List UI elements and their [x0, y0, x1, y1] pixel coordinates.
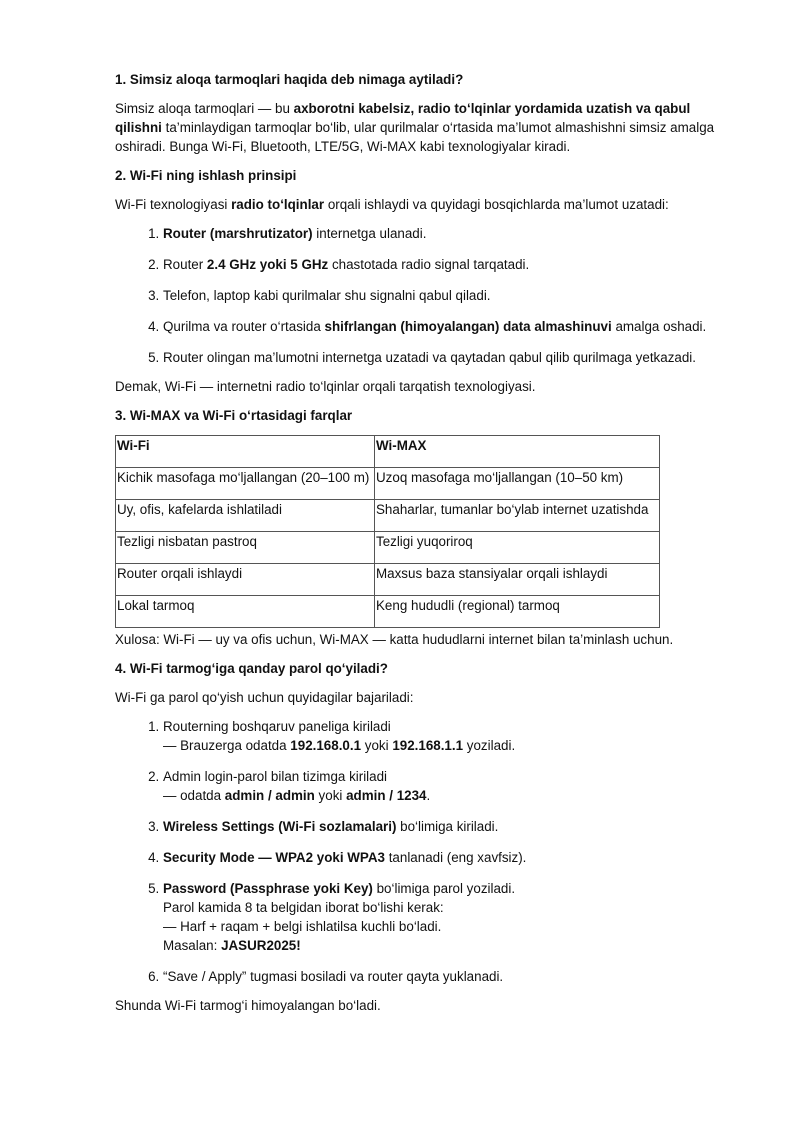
section-3-heading: 3. Wi-MAX va Wi-Fi o‘rtasidagi farqlar — [115, 408, 353, 423]
document-page — [115, 70, 735, 1025]
text: “Save / Apply” tugmasi bosiladi va router qayta yuklanadi. — [163, 969, 504, 984]
text: amalga oshadi. — [611, 319, 707, 334]
wifi-steps-list — [115, 224, 735, 367]
list-item — [163, 848, 735, 867]
ip-address: 192.168.1.1 — [392, 738, 464, 753]
text: Qurilma va router o‘rtasida — [163, 319, 325, 334]
table-cell: Lokal tarmoq — [116, 596, 375, 628]
table-header-wimax: Wi-MAX — [375, 436, 660, 468]
text: ta’minlaydigan tarmoqlar bo‘lib, ular qurilmalar o‘rtasida ma’lumot almashishni simsiz amalga oshiradi. Bunga Wi-Fi, Bluetooth, LTE/5G, Wi-MAX kabi texnologiyalar kiradi. — [115, 120, 715, 154]
table-cell: Router orqali ishlaydi — [116, 564, 375, 596]
table-row — [116, 468, 660, 500]
text: — Harf + raqam + belgi ishlatilsa kuchli bo‘ladi. — [163, 919, 442, 934]
table-cell: Uzoq masofaga mo‘ljallangan (10–50 km) — [375, 468, 660, 500]
section-1-heading: 1. Simsiz aloqa tarmoqlari haqida deb nimaga aytiladi? — [115, 72, 464, 87]
text: Telefon, laptop kabi qurilmalar shu signalni qabul qiladi. — [163, 288, 491, 303]
bold-text: Wireless Settings (Wi-Fi sozlamalari) — [163, 819, 397, 834]
text: internetga ulanadi. — [312, 226, 427, 241]
section-2-conclusion: Demak, Wi-Fi — internetni radio to‘lqinlar orqali tarqatish texnologiyasi. — [115, 379, 536, 394]
text: 1. Routerning boshqaruv paneliga kiriladi — [163, 719, 391, 734]
table-row — [116, 500, 660, 532]
list-item — [163, 317, 735, 336]
credentials: admin / admin — [224, 788, 315, 803]
table-cell: Keng hududli (regional) tarmoq — [375, 596, 660, 628]
text: Router olingan ma’lumotni internetga uzatadi va qaytadan qabul qilib qurilmaga yetkazadi. — [163, 350, 696, 365]
table-header-row — [116, 436, 660, 468]
bold-text: Router (marshrutizator) — [163, 226, 313, 241]
section-3-summary: Xulosa: Wi-Fi — uy va ofis uchun, Wi-MAX — katta hududlarni internet bilan ta’minlash uchun. — [115, 632, 674, 647]
table-row — [116, 532, 660, 564]
text-line: — Brauzerga odatda 192.168.0.1 yoki 192.168.1.1 yoziladi. — [163, 738, 516, 753]
text: 2. Admin login-parol bilan tizimga kiriladi — [163, 769, 388, 784]
bold-text: 2.4 GHz yoki 5 GHz — [206, 257, 329, 272]
text-line: Masalan: JASUR2025! — [163, 938, 301, 953]
text: Parol kamida 8 ta belgidan iborat bo‘lishi kerak: — [163, 900, 444, 915]
list-item — [163, 286, 735, 305]
list-item — [163, 817, 735, 836]
list-item — [163, 879, 735, 955]
password-steps-list — [115, 717, 735, 986]
table-row — [116, 564, 660, 596]
list-item — [163, 255, 735, 274]
section-1-paragraph — [115, 99, 735, 156]
text: Router — [163, 257, 207, 272]
credentials: admin / 1234 — [346, 788, 427, 803]
password-example: JASUR2025! — [221, 938, 301, 953]
table-cell: Shaharlar, tumanlar bo‘ylab internet uzatishda — [375, 500, 660, 532]
section-4-final: Shunda Wi-Fi tarmog‘i himoyalangan bo‘ladi. — [115, 998, 381, 1013]
comparison-table — [115, 435, 660, 628]
ip-address: 192.168.0.1 — [290, 738, 362, 753]
list-item — [163, 717, 735, 755]
table-cell: Kichik masofaga mo‘ljallangan (20–100 m) — [116, 468, 375, 500]
table-cell: Uy, ofis, kafelarda ishlatiladi — [116, 500, 375, 532]
table-cell: Maxsus baza stansiyalar orqali ishlaydi — [375, 564, 660, 596]
bold-text: Security Mode — WPA2 yoki WPA3 — [163, 850, 385, 865]
list-item — [163, 767, 735, 805]
table-cell: Tezligi nisbatan pastroq — [116, 532, 375, 564]
section-4-intro: Wi-Fi ga parol qo‘yish uchun quyidagilar bajariladi: — [115, 690, 414, 705]
text: chastotada radio signal tarqatadi. — [328, 257, 530, 272]
bold-text: Password (Passphrase yoki Key) — [163, 881, 373, 896]
table-header-wifi: Wi-Fi — [116, 436, 375, 468]
list-item — [163, 348, 735, 367]
text-line: 5. Password (Passphrase yoki Key) bo‘limiga parol yoziladi. — [163, 881, 516, 896]
bold-text: radio to‘lqinlar — [231, 197, 325, 212]
bold-text: axborotni kabelsiz, radio to‘lqinlar yordamida uzatish va qabul qilishni — [115, 101, 691, 135]
section-2-heading: 2. Wi-Fi ning ishlash prinsipi — [115, 168, 297, 183]
table-row — [116, 596, 660, 628]
text: Wi-Fi texnologiyasi — [115, 197, 232, 212]
text: orqali ishlaydi va quyidagi bosqichlarda ma’lumot uzatadi: — [324, 197, 669, 212]
table-cell: Tezligi yuqoriroq — [375, 532, 660, 564]
section-4-heading: 4. Wi-Fi tarmog‘iga qanday parol qo‘yiladi? — [115, 661, 388, 676]
text-line: — odatda admin / admin yoki admin / 1234. — [163, 788, 431, 803]
text: Simsiz aloqa tarmoqlari — bu — [115, 101, 294, 116]
list-item — [163, 967, 735, 986]
list-item — [163, 224, 735, 243]
bold-text: shifrlangan (himoyalangan) data almashinuvi — [324, 319, 612, 334]
section-2-intro — [115, 195, 735, 214]
text: bo‘limiga kiriladi. — [396, 819, 499, 834]
text: tanlanadi (eng xavfsiz). — [384, 850, 527, 865]
